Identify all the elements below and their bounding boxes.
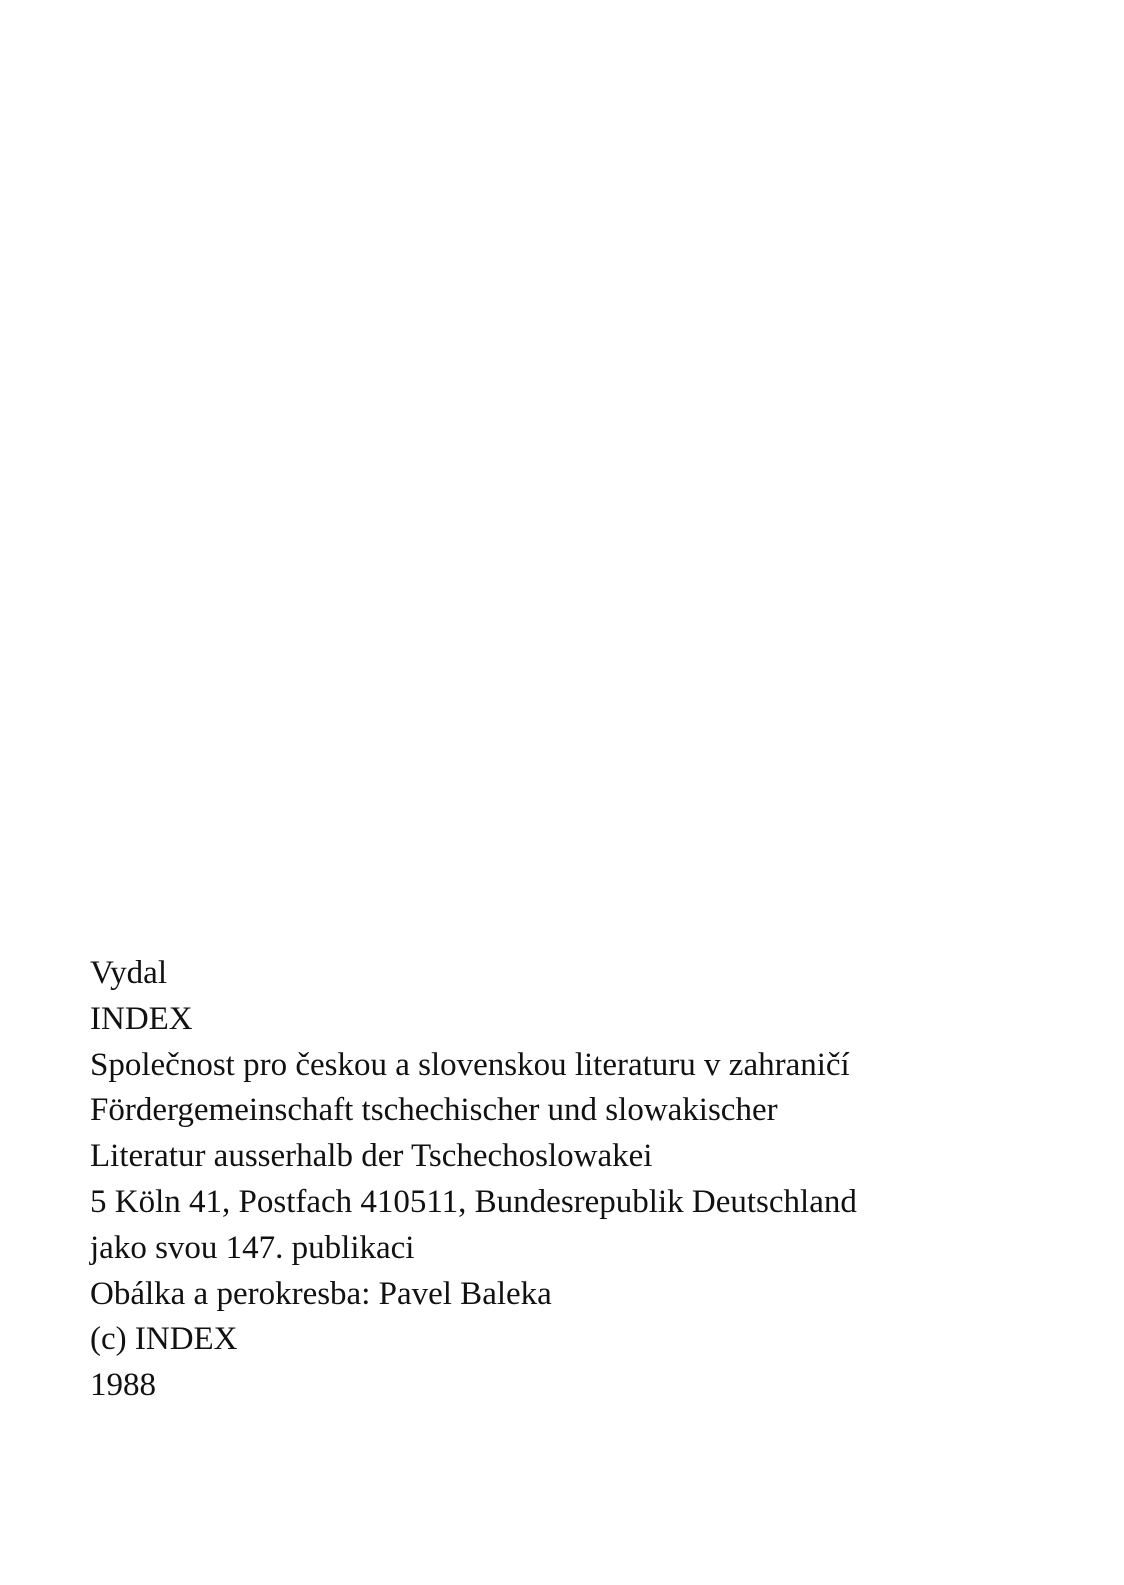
imprint-line-year: 1988: [90, 1367, 156, 1404]
imprint-line-publisher-name: INDEX: [90, 1000, 193, 1037]
imprint-line-society-czech: Společnost pro českou a slovenskou literaturu v zahraničí: [90, 1046, 850, 1083]
imprint-line-published-by: Vydal: [90, 955, 167, 991]
imprint-line-publication-number: jako svou 147. publikaci: [90, 1229, 415, 1266]
imprint-line-copyright: (c) INDEX: [90, 1321, 238, 1358]
imprint-line-society-german-1: Fördergemeinschaft tschechischer und slowakischer: [90, 1092, 778, 1129]
imprint-block: [90, 951, 1100, 1409]
imprint-line-cover-credit: Obálka a perokresba: Pavel Baleka: [90, 1275, 552, 1312]
imprint-line-society-german-2: Literatur ausserhalb der Tschechoslowakei: [90, 1138, 653, 1175]
imprint-line-address: 5 Köln 41, Postfach 410511, Bundesrepublik Deutschland: [90, 1183, 857, 1220]
